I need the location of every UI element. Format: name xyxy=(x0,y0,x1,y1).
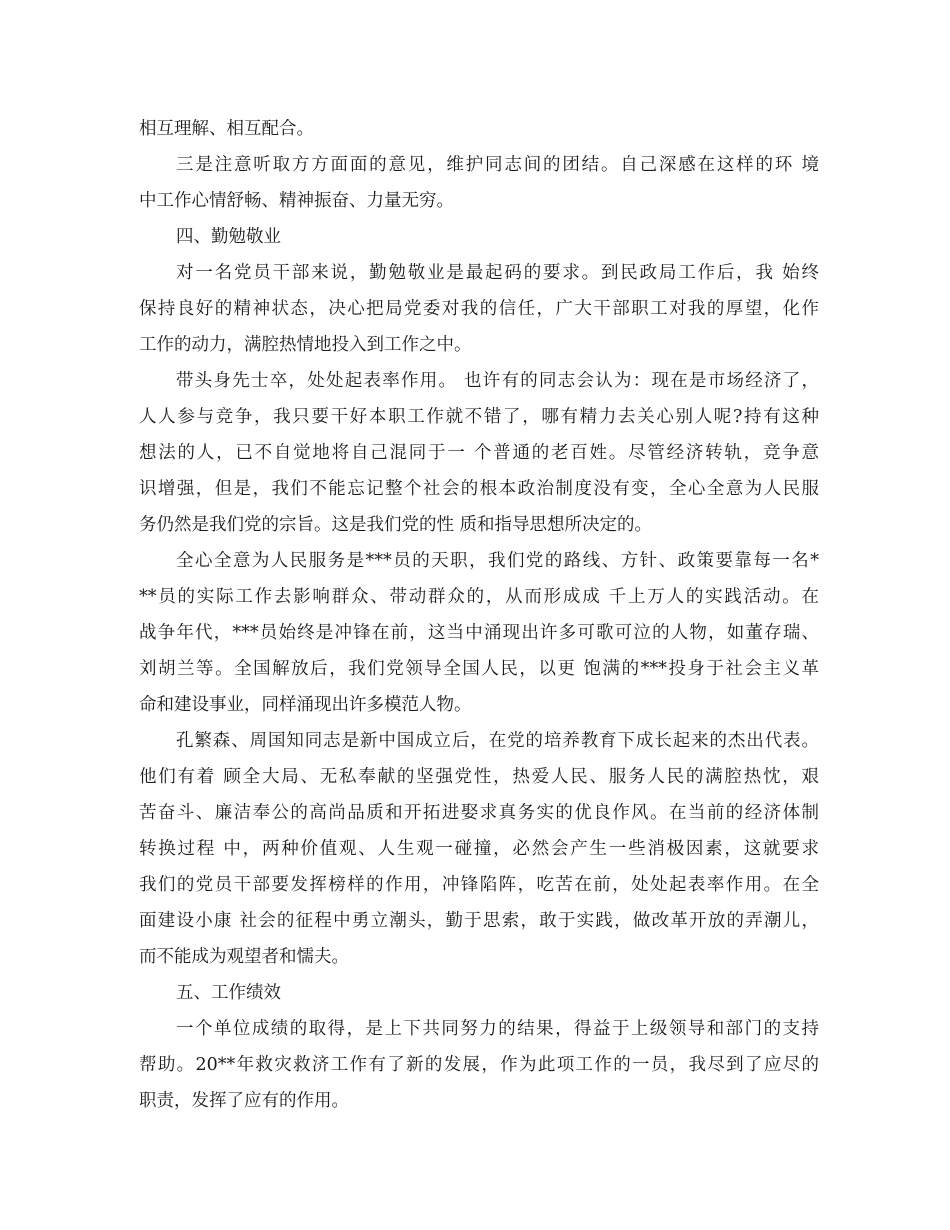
text-line: 工作的动力，满腔热情地投入到工作之中。 xyxy=(139,335,472,355)
text-line: 我们的党员干部要发挥榜样的作用，冲锋陷阵，吃苦在前，处处起表率作用。在全 xyxy=(139,875,819,895)
text-line: 全心全意为人民服务是***员的天职，我们党的路线、方针、政策要靠每一名* xyxy=(176,551,819,571)
text-line: 务仍然是我们党的宗旨。这是我们党的性 质和指导思想所决定的。 xyxy=(139,515,653,535)
text-line: 战争年代，***员始终是冲锋在前，这当中涌现出许多可歌可泣的人物，如董存瑞、 xyxy=(139,623,819,643)
text-line: 面建设小康 社会的征程中勇立潮头，勤于思索，敢于实践，做改革开放的弄潮儿， xyxy=(139,911,819,931)
text-line: **员的实际工作去影响群众、带动群众的，从而形成成 千上万人的实践活动。在 xyxy=(139,587,819,607)
section-heading: 四、勤勉敬业 xyxy=(176,227,281,247)
text-line: 而不能成为观望者和懦夫。 xyxy=(139,947,349,967)
text-line: 想法的人，已不自觉地将自己混同于一 个普通的老百姓。尽管经济转轨，竞争意 xyxy=(139,443,819,463)
text-line: 三是注意听取方方面面的意见，维护同志间的团结。自己深感在这样的环 境 xyxy=(176,155,819,175)
text-line: 帮助。20**年救灾救济工作有了新的发展，作为此项工作的一员，我尽到了应尽的 xyxy=(139,1055,819,1075)
section-heading: 五、工作绩效 xyxy=(176,983,281,1003)
text-line: 苦奋斗、廉洁奉公的高尚品质和开拓进娶求真务实的优良作风。在当前的经济体制 xyxy=(139,803,819,823)
text-line: 对一名党员干部来说，勤勉敬业是最起码的要求。到民政局工作后，我 始终 xyxy=(176,263,819,283)
text-line: 他们有着 顾全大局、无私奉献的坚强党性，热爱人民、服务人民的满腔热忱，艰 xyxy=(139,767,819,787)
text-line: 保持良好的精神状态，决心把局党委对我的信任，广大干部职工对我的厚望，化作 xyxy=(139,299,819,319)
text-line: 人人参与竞争，我只要干好本职工作就不错了，哪有精力去关心别人呢?持有这种 xyxy=(139,407,819,427)
text-line: 识增强，但是，我们不能忘记整个社会的根本政治制度没有变，全心全意为人民服 xyxy=(139,479,819,499)
text-line: 孔繁森、周国知同志是新中国成立后，在党的培养教育下成长起来的杰出代表。 xyxy=(176,731,819,751)
text-line: 刘胡兰等。全国解放后，我们党领导全国人民，以更 饱满的***投身于社会主义革 xyxy=(139,659,819,679)
text-line: 转换过程 中，两种价值观、人生观一碰撞，必然会产生一些消极因素，这就要求 xyxy=(139,839,819,859)
text-line: 相互理解、相互配合。 xyxy=(139,119,314,139)
text-line: 带头身先士卒，处处起表率作用。 也许有的同志会认为：现在是市场经济了， xyxy=(176,371,819,391)
text-line: 中工作心情舒畅、精神振奋、力量无穷。 xyxy=(139,191,454,211)
text-line: 命和建设事业，同样涌现出许多模范人物。 xyxy=(139,695,472,715)
text-line: 一个单位成绩的取得，是上下共同努力的结果，得益于上级领导和部门的支持 xyxy=(176,1019,819,1039)
text-line: 职责，发挥了应有的作用。 xyxy=(139,1091,349,1111)
